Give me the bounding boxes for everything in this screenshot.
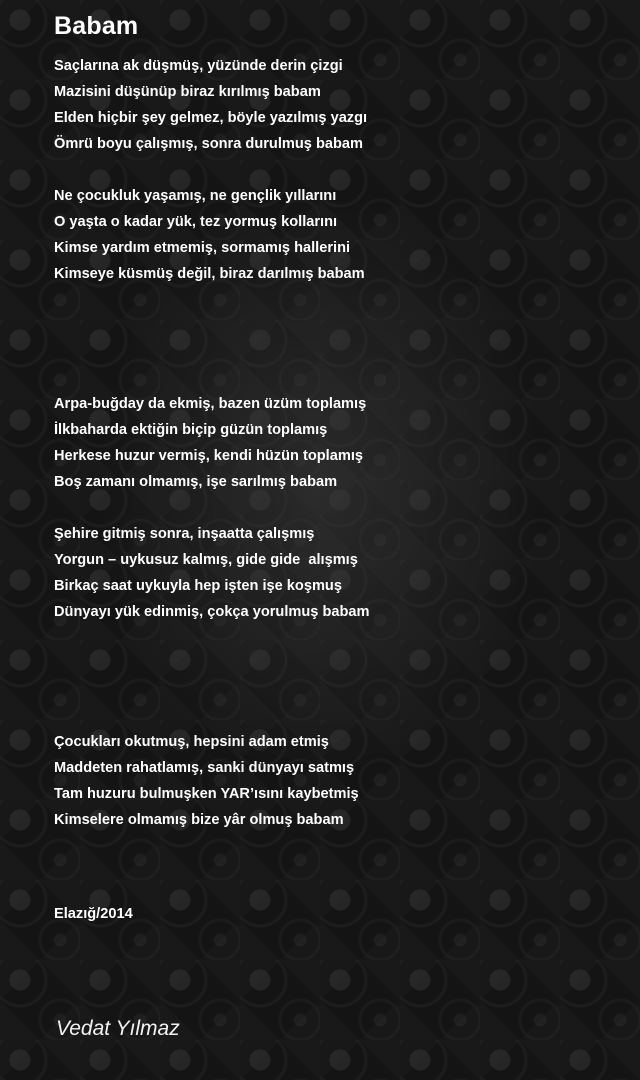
poem-line: O yaşta o kadar yük, tez yormuş kollarını: [54, 214, 338, 230]
poem-line: Herkese huzur vermiş, kendi hüzün toplamış: [54, 448, 363, 464]
poem-line: Dünyayı yük edinmiş, çokça yorulmuş babam: [54, 604, 370, 620]
stanza: [54, 53, 614, 157]
stanza: [54, 183, 614, 287]
stanza: [54, 391, 614, 495]
poem-line: Kimselere olmamış bize yâr olmuş babam: [54, 812, 344, 828]
stanza-gap: [54, 495, 614, 521]
place-date: Elazığ/2014: [54, 906, 133, 922]
poem-line: Maddeten rahatlamış, sanki dünyayı satmış: [54, 760, 355, 776]
poem-line: Arpa-buğday da ekmiş, bazen üzüm toplamış: [54, 396, 367, 412]
poem-title: Babam: [54, 12, 139, 40]
stanza-gap: [54, 287, 614, 391]
poem-line: Şehire gitmiş sonra, inşaatta çalışmış: [54, 526, 315, 542]
poet-name: Vedat Yılmaz: [56, 1017, 180, 1040]
stanza: [54, 521, 614, 625]
poem-line: Boş zamanı olmamış, işe sarılmış babam: [54, 474, 338, 490]
poem-line: Elden hiçbir şey gelmez, böyle yazılmış yazgı: [54, 110, 368, 126]
poem-body: [54, 53, 614, 833]
poem-line: Mazisini düşünüp biraz kırılmış babam: [54, 84, 321, 100]
poem-line: Saçlarına ak düşmüş, yüzünde derin çizgi: [54, 58, 343, 74]
poem-line: Birkaç saat uykuyla hep işten işe koşmuş: [54, 578, 342, 594]
poem-line: Ne çocukluk yaşamış, ne gençlik yıllarını: [54, 188, 337, 204]
poem-line: Kimseye küsmüş değil, biraz darılmış babam: [54, 266, 365, 282]
stanza-gap: [54, 625, 614, 729]
poem-line: Yorgun – uykusuz kalmış, gide gide alışmış: [54, 552, 358, 568]
poem-line: İlkbaharda ektiğin biçip güzün toplamış: [54, 422, 328, 438]
stanza-gap: [54, 157, 614, 183]
poem-line: Kimse yardım etmemiş, sormamış hallerini: [54, 240, 351, 256]
poem-line: Tam huzuru bulmuşken YAR’ısını kaybetmiş: [54, 786, 359, 802]
poem-line: Çocukları okutmuş, hepsini adam etmiş: [54, 734, 329, 750]
stanza: [54, 729, 614, 833]
poem-line: Ömrü boyu çalışmış, sonra durulmuş babam: [54, 136, 363, 152]
